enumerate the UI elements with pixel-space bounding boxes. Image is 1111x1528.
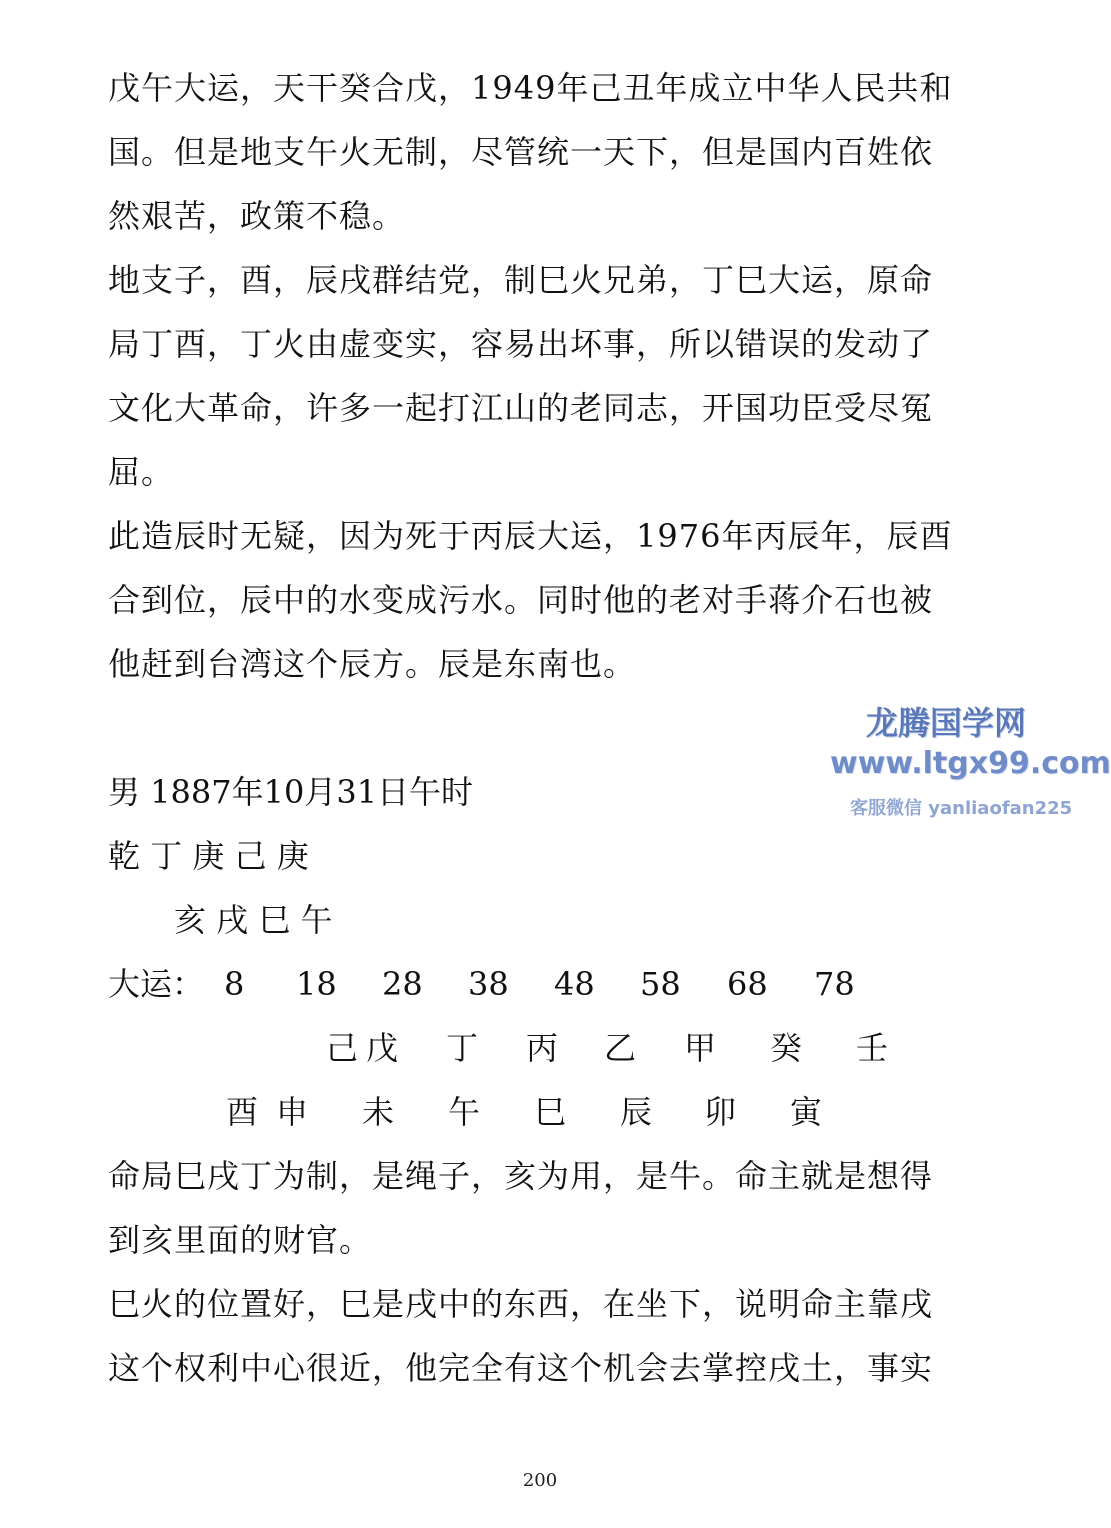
closing-line-1: 命局巳戌丁为制，是绳子，亥为用，是牛。命主就是想得 <box>108 1157 934 1195</box>
dayun-stem: 癸 <box>770 1029 803 1067</box>
dayun-branch: 巳 <box>534 1093 567 1131</box>
watermark-title: 龙腾国学网 <box>866 704 1027 742</box>
dayun-age: 58 <box>640 965 681 1003</box>
dayun-age: 38 <box>468 965 509 1003</box>
paragraph-1-line-2: 国。但是地支午火无制，尽管统一天下，但是国内百姓依 <box>108 133 934 171</box>
paragraph-1-line-1: 戊午大运，天干癸合戊，1949年己丑年成立中华人民共和 <box>108 69 953 107</box>
dayun-stem: 壬 <box>856 1029 889 1067</box>
dayun-age: 48 <box>554 965 595 1003</box>
dayun-age: 68 <box>727 965 768 1003</box>
paragraph-1-line-3: 然艰苦，政策不稳。 <box>108 197 406 235</box>
paragraph-3-line-3: 他赶到台湾这个辰方。辰是东南也。 <box>108 645 637 683</box>
dayun-branch: 午 <box>448 1093 481 1131</box>
dayun-branch: 申 <box>276 1093 309 1131</box>
dayun-age: 8 <box>224 965 245 1003</box>
dayun-stem: 己 <box>326 1029 359 1067</box>
closing-line-2: 到亥里面的财官。 <box>108 1221 373 1259</box>
dayun-stem: 乙 <box>604 1029 637 1067</box>
watermark-contact: 客服微信 yanliaofan225 <box>850 798 1073 819</box>
paragraph-3-line-2: 合到位，辰中的水变成污水。同时他的老对手蒋介石也被 <box>108 581 934 619</box>
chart-branches-row: 亥 戌 巳 午 <box>174 901 333 939</box>
dayun-age: 28 <box>382 965 423 1003</box>
dayun-branch: 酉 <box>226 1093 259 1131</box>
dayun-stem: 甲 <box>684 1029 717 1067</box>
dayun-stem: 戊 <box>366 1029 399 1067</box>
dayun-label: 大运： <box>108 965 205 1003</box>
chart-header: 男 1887年10月31日午时 <box>108 773 474 811</box>
dayun-stem: 丙 <box>526 1029 559 1067</box>
page-number: 200 <box>522 1470 558 1491</box>
watermark-url: www.ltgx99.com <box>830 746 1111 781</box>
paragraph-2-line-3: 文化大革命，许多一起打江山的老同志，开国功臣受尽冤 <box>108 389 934 427</box>
chart-stems-row: 乾 丁 庚 己 庚 <box>108 837 309 875</box>
paragraph-2-line-4: 屈。 <box>108 453 175 491</box>
paragraph-2-line-2: 局丁酉，丁火由虚变实，容易出坏事，所以错误的发动了 <box>108 325 934 363</box>
dayun-branch: 寅 <box>790 1093 823 1131</box>
dayun-age: 78 <box>814 965 855 1003</box>
paragraph-2-line-1: 地支子，酉，辰戌群结党，制巳火兄弟，丁巳大运，原命 <box>108 261 934 299</box>
dayun-stem: 丁 <box>446 1029 479 1067</box>
dayun-branch: 辰 <box>620 1093 653 1131</box>
dayun-age: 18 <box>296 965 337 1003</box>
paragraph-3-line-1: 此造辰时无疑，因为死于丙辰大运，1976年丙辰年，辰酉 <box>108 517 953 555</box>
closing-line-4: 这个权利中心很近，他完全有这个机会去掌控戌土，事实 <box>108 1349 934 1387</box>
dayun-branch: 未 <box>362 1093 395 1131</box>
dayun-branch: 卯 <box>704 1093 737 1131</box>
closing-line-3: 巳火的位置好，巳是戌中的东西，在坐下，说明命主靠戌 <box>108 1285 934 1323</box>
